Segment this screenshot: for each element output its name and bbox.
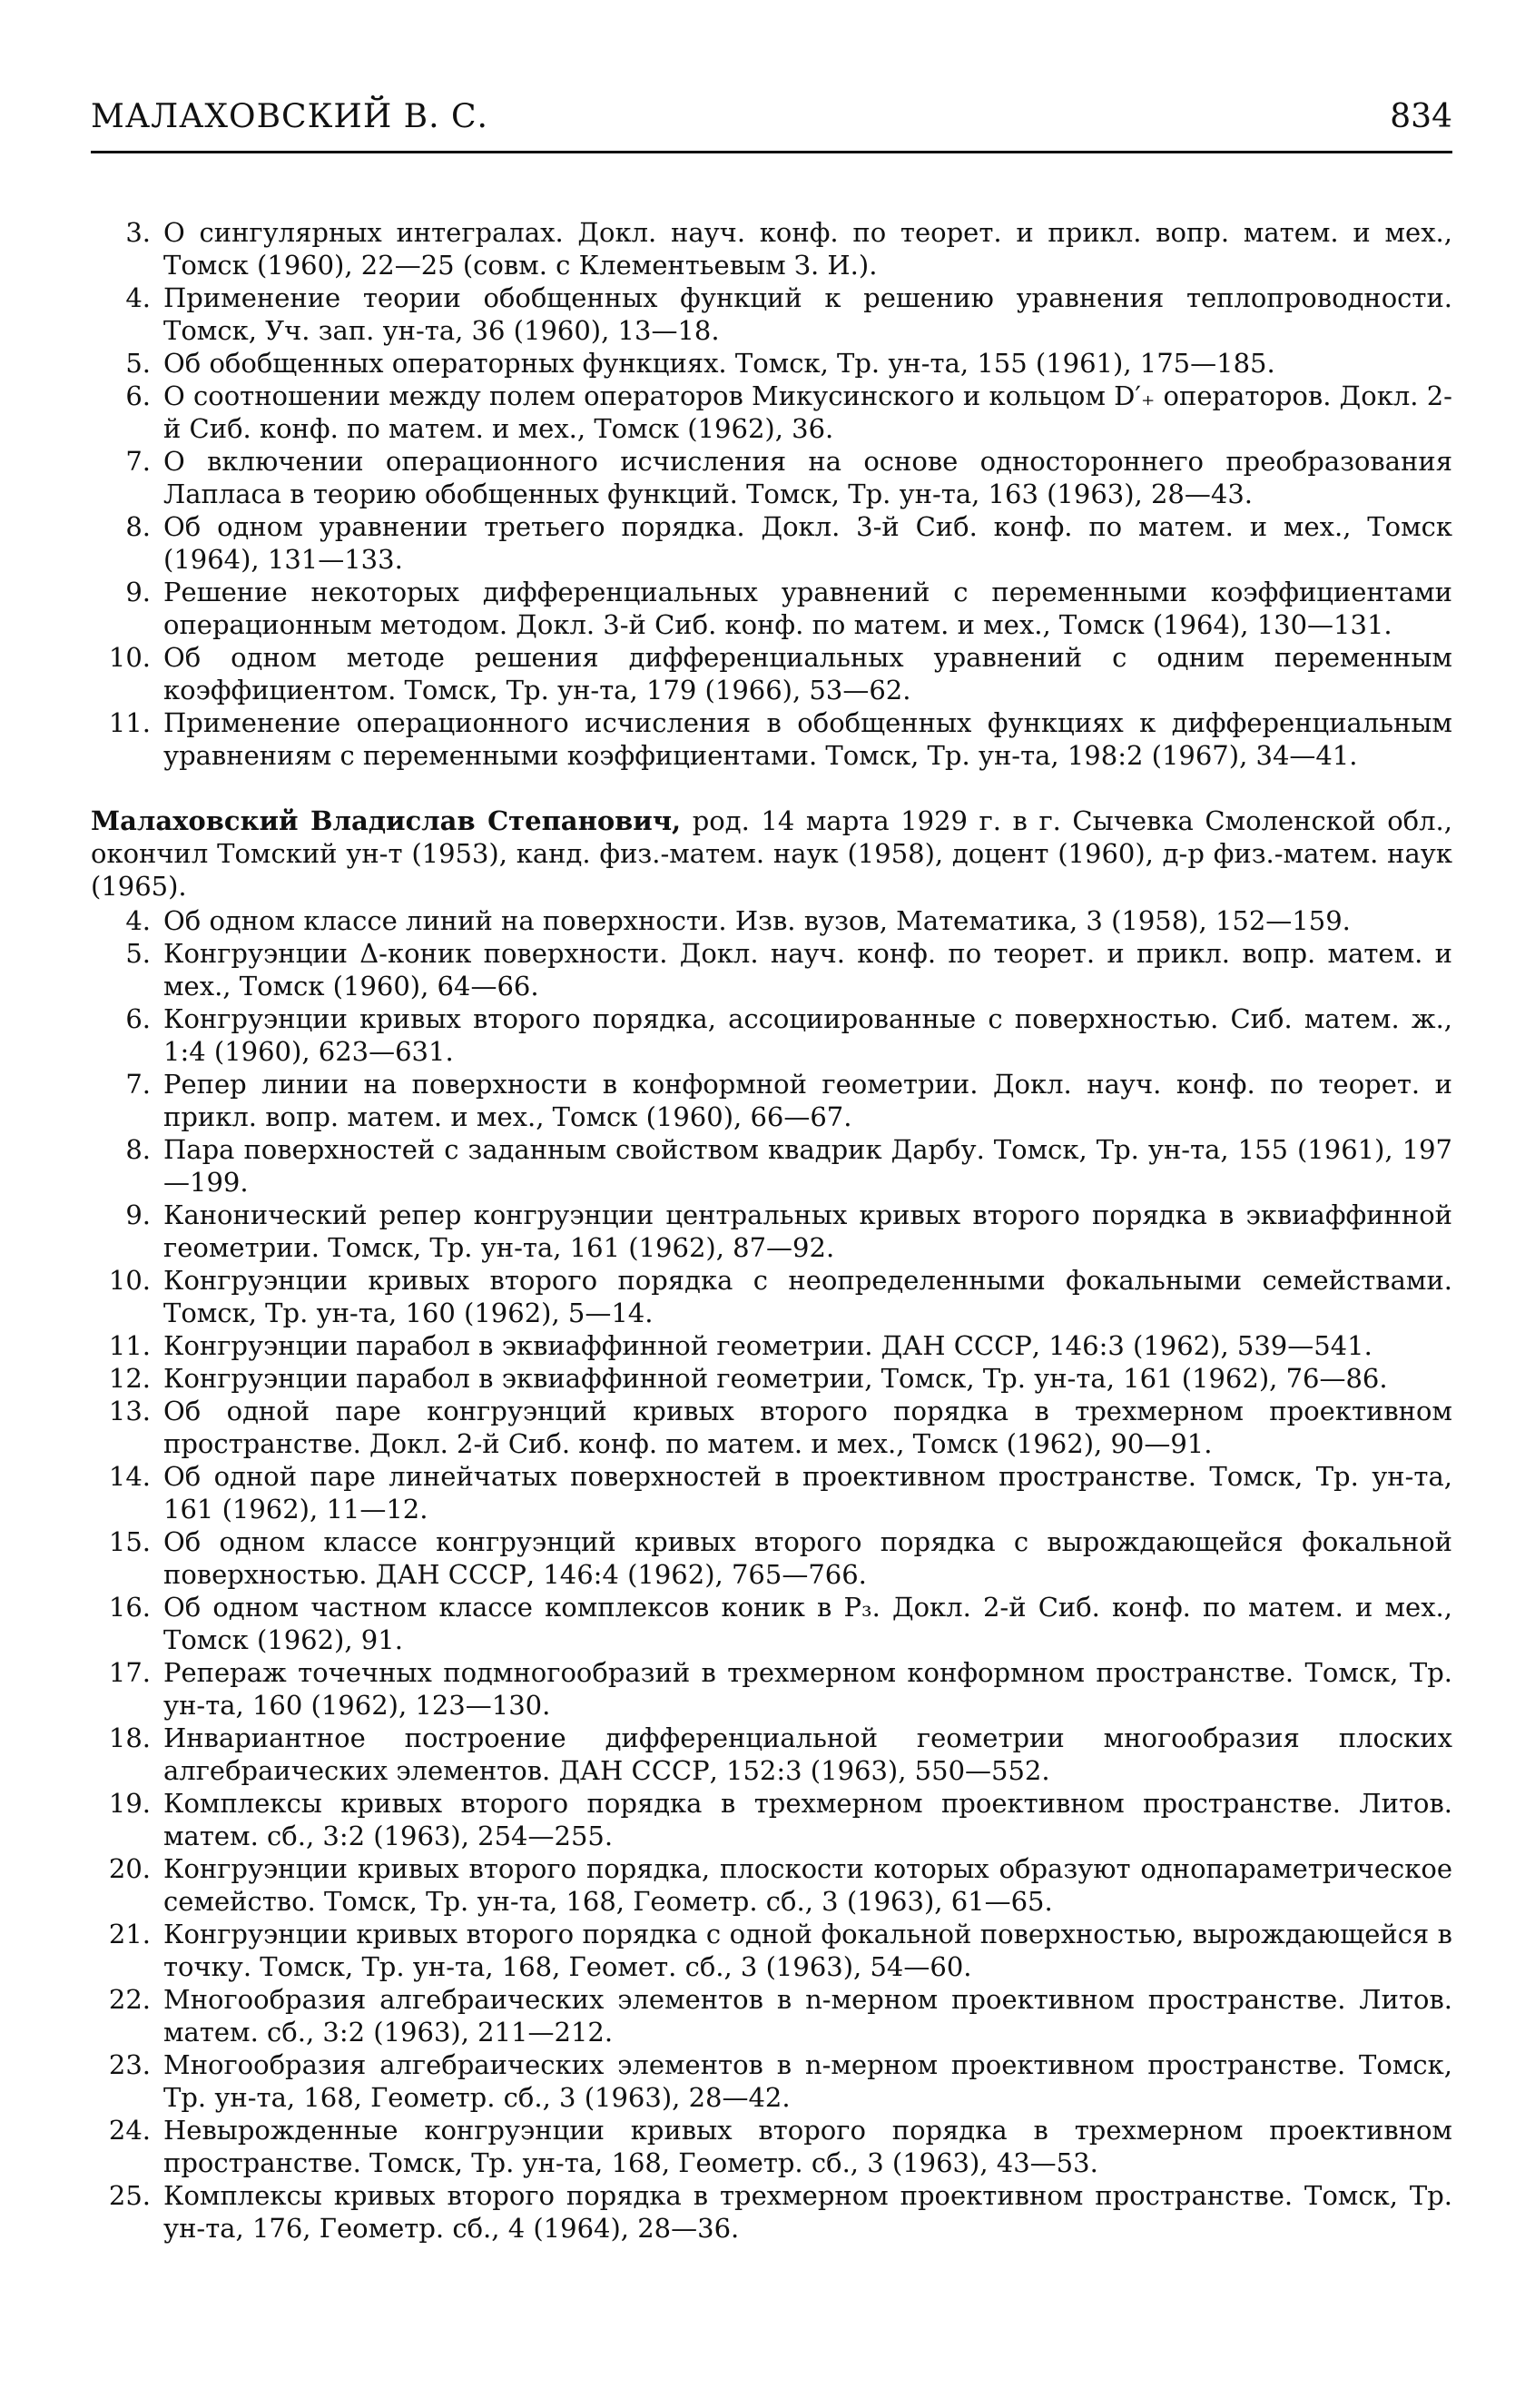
author-full-name: Малаховский Владислав Степанович, — [91, 805, 682, 836]
bibliography-list-2 — [91, 904, 1452, 2245]
entry-number: 3. — [125, 217, 151, 248]
entry-number: 16. — [108, 1592, 151, 1623]
entry-number: 6. — [125, 1003, 151, 1034]
bibliography-entry — [91, 1852, 1452, 1918]
entry-number: 11. — [108, 707, 151, 738]
entry-text: Об одной паре конгруэнций кривых второго порядка в трехмерном проективном пространстве. Докл. 2-й Сиб. конф. по матем. и мех., Томск (1962), 90—91. — [163, 1396, 1452, 1459]
entry-number: 5. — [125, 938, 151, 969]
entry-text: Об одной паре линейчатых поверхностей в проективном пространстве. Томск, Тр. ун-та, 161 (1962), 11—12. — [163, 1461, 1452, 1525]
entry-number: 18. — [108, 1722, 151, 1753]
bibliography-entry — [91, 1199, 1452, 1264]
entry-text: Комплексы кривых второго порядка в трехмерном проективном пространстве. Литов. матем. сб., 3:2 (1963), 254—255. — [163, 1788, 1452, 1851]
entry-number: 10. — [108, 642, 151, 673]
entry-text: О сингулярных интегралах. Докл. науч. конф. по теорет. и прикл. вопр. матем. и мех., Томск (1960), 22—25 (совм. с Клементьевым З. И.). — [163, 217, 1452, 281]
entry-text: Конгруэнции парабол в эквиаффинной геометрии, Томск, Тр. ун-та, 161 (1962), 76—86. — [163, 1363, 1388, 1394]
author-bio — [91, 804, 1452, 903]
entry-text: Пара поверхностей с заданным свойством квадрик Дарбу. Томск, Тр. ун-та, 155 (1961), 197—199. — [163, 1134, 1452, 1198]
entry-number: 20. — [108, 1853, 151, 1884]
bibliography-entry — [91, 281, 1452, 347]
entry-number: 21. — [108, 1919, 151, 1949]
entry-text: Инвариантное построение дифференциальной геометрии многообразия плоских алгебраических элементов. ДАН СССР, 152:3 (1963), 550—552. — [163, 1722, 1452, 1786]
entry-number: 11. — [108, 1330, 151, 1361]
bibliography-entry — [91, 641, 1452, 706]
entry-text: Конгруэнции кривых второго порядка, плоскости которых образуют однопараметрическое семейство. Томск, Тр. ун-та, 168, Геометр. сб., 3 (1963), 61—65. — [163, 1853, 1452, 1917]
entry-text: Невырожденные конгруэнции кривых второго порядка в трехмерном проективном пространстве. Томск, Тр. ун-та, 168, Геометр. сб., 3 (1963), 43—53. — [163, 2115, 1452, 2178]
entry-number: 22. — [108, 1984, 151, 2015]
entry-number: 25. — [108, 2180, 151, 2211]
bibliography-entry — [91, 1133, 1452, 1199]
entry-number: 5. — [125, 348, 151, 379]
entry-text: Конгруэнции парабол в эквиаффинной геометрии. ДАН СССР, 146:3 (1962), 539—541. — [163, 1330, 1372, 1361]
bibliography-entry — [91, 1395, 1452, 1460]
entry-text: Об обобщенных операторных функциях. Томск, Тр. ун-та, 155 (1961), 175—185. — [163, 348, 1275, 379]
bibliography-entry — [91, 1656, 1452, 1722]
bibliography-entry — [91, 1591, 1452, 1656]
header-rule — [91, 151, 1452, 153]
entry-text: Многообразия алгебраических элементов в n-мерном проективном пространстве. Томск, Тр. ун-та, 168, Геометр. сб., 3 (1963), 28—42. — [163, 2049, 1452, 2113]
entry-number: 24. — [108, 2115, 151, 2146]
entry-number: 10. — [108, 1265, 151, 1296]
entry-text: Канонический репер конгруэнции центральных кривых второго порядка в эквиаффинной геометрии. Томск, Тр. ун-та, 161 (1962), 87—92. — [163, 1199, 1452, 1263]
entry-text: Об одном классе конгруэнций кривых второго порядка с вырождающейся фокальной поверхностью. ДАН СССР, 146:4 (1962), 765—766. — [163, 1526, 1452, 1590]
entry-text: О включении операционного исчисления на основе одностороннего преобразования Лапласа в теорию обобщенных функций. Томск, Тр. ун-та, 163 (1963), 28—43. — [163, 446, 1452, 509]
entry-text: Конгруэнции кривых второго порядка с неопределенными фокальными семействами. Томск, Тр. ун-та, 160 (1962), 5—14. — [163, 1265, 1452, 1328]
entry-text: Репераж точечных подмногообразий в трехмерном конформном пространстве. Томск, Тр. ун-та, 160 (1962), 123—130. — [163, 1657, 1452, 1721]
bibliography-entry — [91, 1787, 1452, 1852]
entry-text: Конгруэнции кривых второго порядка с одной фокальной поверхностью, вырождающейся в точку. Томск, Тр. ун-та, 168, Геомет. сб., 3 (1963), 54—60. — [163, 1919, 1452, 1982]
bibliography-entry — [91, 1983, 1452, 2048]
entry-text: Репер линии на поверхности в конформной геометрии. Докл. науч. конф. по теорет. и прикл. вопр. матем. и мех., Томск (1960), 66—67. — [163, 1069, 1452, 1132]
entry-number: 8. — [125, 511, 151, 542]
entry-text: Конгруэнции кривых второго порядка, ассоциированные с поверхностью. Сиб. матем. ж., 1:4 (1960), 623—631. — [163, 1003, 1452, 1067]
bibliography-entry — [91, 1002, 1452, 1068]
entry-text: Многообразия алгебраических элементов в n-мерном проективном пространстве. Литов. матем. сб., 3:2 (1963), 211—212. — [163, 1984, 1452, 2048]
entry-number: 9. — [125, 1199, 151, 1230]
page-number: 834 — [1390, 98, 1452, 135]
bibliography-entry — [91, 937, 1452, 1002]
bibliography-entry — [91, 1460, 1452, 1525]
bibliography-list-1 — [91, 216, 1452, 772]
bibliography-entry — [91, 347, 1452, 380]
bibliography-entry — [91, 380, 1452, 445]
bibliography-entry — [91, 445, 1452, 510]
bibliography-entry — [91, 2048, 1452, 2114]
entry-text: Конгруэнции Δ-коник поверхности. Докл. науч. конф. по теорет. и прикл. вопр. матем. и мех., Томск (1960), 64—66. — [163, 938, 1452, 1002]
bibliography-entry — [91, 1264, 1452, 1329]
entry-number: 12. — [108, 1363, 151, 1394]
bibliography-entry — [91, 2179, 1452, 2245]
entry-number: 15. — [108, 1526, 151, 1557]
document-page — [91, 0, 1452, 2408]
entry-text: Комплексы кривых второго порядка в трехмерном проективном пространстве. Томск, Тр. ун-та, 176, Геометр. сб., 4 (1964), 28—36. — [163, 2180, 1452, 2244]
page-header — [91, 98, 1452, 153]
entry-number: 7. — [125, 446, 151, 477]
bibliography-entry — [91, 2114, 1452, 2179]
bibliography-entry — [91, 1722, 1452, 1787]
entry-number: 19. — [108, 1788, 151, 1819]
running-head-author: МАЛАХОВСКИЙ В. С. — [91, 98, 488, 135]
section-gap — [91, 772, 1452, 804]
entry-number: 23. — [108, 2049, 151, 2080]
bibliography-entry — [91, 216, 1452, 281]
entry-text: Решение некоторых дифференциальных уравнений с переменными коэффициентами операционным методом. Докл. 3-й Сиб. конф. по матем. и мех., Томск (1964), 130—131. — [163, 577, 1452, 640]
bibliography-entry — [91, 1525, 1452, 1591]
bibliography-entry — [91, 904, 1452, 937]
entry-number: 9. — [125, 577, 151, 607]
entry-text: Об одном уравнении третьего порядка. Докл. 3-й Сиб. конф. по матем. и мех., Томск (1964), 131—133. — [163, 511, 1452, 575]
bibliography-entry — [91, 1068, 1452, 1133]
entry-text: Об одном методе решения дифференциальных уравнений с одним переменным коэффициентом. Томск, Тр. ун-та, 179 (1966), 53—62. — [163, 642, 1452, 706]
entry-text: Применение операционного исчисления в обобщенных функциях к дифференциальным уравнениям с переменными коэффициентами. Томск, Тр. ун-та, 198:2 (1967), 34—41. — [163, 707, 1452, 771]
author-bio-text: род. 14 марта 1929 г. в г. Сычевка Смоленской обл., окончил Томский ун-т (1953), канд. физ.-матем. наук (1958), доцент (1960), д-р физ.-матем. наук (1965). — [91, 805, 1452, 902]
entry-number: 4. — [125, 905, 151, 936]
bibliography-entry — [91, 1362, 1452, 1395]
entry-text: Применение теории обобщенных функций к решению уравнения теплопроводности. Томск, Уч. зап. ун-та, 36 (1960), 13—18. — [163, 282, 1452, 346]
entry-number: 6. — [125, 380, 151, 411]
bibliography-entry — [91, 1918, 1452, 1983]
entry-number: 8. — [125, 1134, 151, 1165]
entry-text: Об одном частном классе комплексов коник в P₃. Докл. 2-й Сиб. конф. по матем. и мех., Томск (1962), 91. — [163, 1592, 1452, 1655]
entry-text: О соотношении между полем операторов Микусинского и кольцом D′₊ операторов. Докл. 2-й Сиб. конф. по матем. и мех., Томск (1962), 36. — [163, 380, 1452, 444]
entry-text: Об одном классе линий на поверхности. Изв. вузов, Математика, 3 (1958), 152—159. — [163, 905, 1351, 936]
bibliography-entry — [91, 706, 1452, 772]
entry-number: 4. — [125, 282, 151, 313]
entry-number: 13. — [108, 1396, 151, 1426]
entry-number: 7. — [125, 1069, 151, 1100]
page-body — [91, 216, 1452, 2245]
bibliography-entry — [91, 576, 1452, 641]
entry-number: 14. — [108, 1461, 151, 1492]
bibliography-entry — [91, 1329, 1452, 1362]
entry-number: 17. — [108, 1657, 151, 1688]
bibliography-entry — [91, 510, 1452, 576]
